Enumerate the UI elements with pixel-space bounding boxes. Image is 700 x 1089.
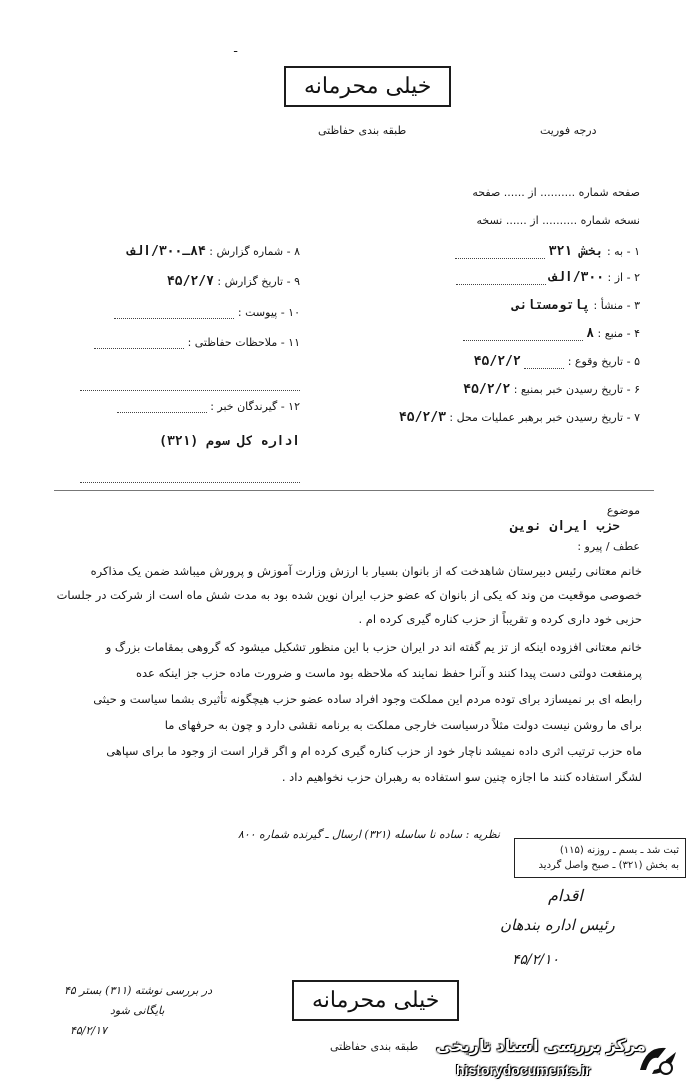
field-attachment-label: ۱۰ - پیوست : [237,306,300,319]
handwritten-note-3: ۴۵/۲/۱۷ [70,1024,107,1037]
subject-row [340,504,640,534]
field-source-receipt-date-value: ۴۵/۲/۲ [463,382,511,397]
field-source [380,326,640,341]
body-line-6: رابطه ای بر نمیسازد برای توده مردم این مملکت وجود افراد ساده عضو حزب هیچگونه تأثیری بشما سیاست و حیثی [93,692,642,706]
field-to [380,244,640,259]
dotted-line [94,338,184,349]
field-recipients-value [80,434,300,449]
registry-line-2: به بخش (۳۲۱) ـ صبح واصل گردید [538,860,679,871]
dotted-line [456,274,546,285]
section-divider [54,490,654,491]
body-line-9: لشگر استفاده کنند ما اجازه چنین سو استفاده به رهبران حزب نخواهیم داد . [281,770,642,784]
dotted-line [80,372,300,391]
field-to-value: بخش ۳۲۱ [548,244,604,259]
classification-stamp: خیلی محرمانه [284,66,451,107]
field-source-label: ۴ - منبع : [597,327,640,340]
field-from [380,270,640,285]
field-source-value: ۸ [586,326,595,341]
body-line-3: حزبی خود داری کرده و تقریباً از حزب کناره گیری کرده ام . [358,612,642,626]
field-report-date-label: ۹ - تاریخ گزارش : [217,275,300,288]
field-source-receipt-date [380,382,640,397]
reference-label: عطف / پیرو : [577,540,640,553]
field-origin [380,298,640,313]
field-occurrence-date-label: ۵ - تاریخ وقوع : [567,355,640,368]
classification-stamp-bottom: خیلی محرمانه [292,980,459,1021]
body-line-7: برای ما روشن نیست دولت مثلاً درسیاست خارجی مملکت به برنامه نقشی دارد و چون به حرفهای ما [164,718,642,732]
field-to-label: ۱ - به : [606,245,640,258]
page-number-field: صفحه شماره .......... از ...... صفحه [472,186,640,199]
dotted-line [455,248,545,259]
body-line-8: ماه حزب ترتیب اثری داده نمیشد ناچار خود از حزب کناره گیری کرده ام و اگر قرار است از وجود ما برای سپاهی [106,744,642,758]
registry-box [514,838,686,878]
field-report-number-value: ۸۴ـ۳۰۰/الف [127,244,206,259]
classification-label-bottom: طبقه بندی حفاظتی [330,1040,419,1053]
recipients-value: اداره کل سوم (۳۲۱) [159,434,300,449]
field-operations-receipt-date [350,410,640,425]
field-recipients [80,400,300,413]
subject-label: موضوع [606,504,640,517]
archive-logo-icon [636,1040,680,1080]
handwritten-signature: رئیس اداره بندهان [500,916,615,934]
body-line-2: خصوصی موقعیت من وند که یکی از بانوان که عضو حزب ایران نوین شده بود به مدت شش ماه است از شرکت در جلسات [56,588,642,602]
handwritten-date: ۴۵/۲/۱۰ [512,952,560,968]
field-report-date-value: ۴۵/۲/۷ [166,274,214,289]
dotted-line [524,358,564,369]
footer-note: نظریه : ساده نا ساسله (۳۲۱) ارسال ـ گیرنده شماره ۸۰۰ [237,828,500,841]
body-line-4: خانم معتانی افزوده اینکه از تز یم گفته اند در ایران حزب با این منظور تشکیل میشود که گروهی بمقامات بزرگ و [105,640,642,654]
handwritten-note-1: در بررسی نوشته (۳۱۱) بستر ۴۵ [64,984,213,997]
field-origin-label: ۳ - منشأ : [593,299,640,312]
classification-label: طبقه بندی حفاظتی [318,124,407,137]
body-line-1: خانم معتانی رئیس دبیرستان شاهدخت که از بانوان بسیار با ارزش وزارت آموزش و پرورش میباشد ضمن یک مذاکره [90,564,642,578]
handwritten-action: اقدام [548,886,583,905]
body-line-5: پرمنفعت دولتی دست پیدا کنند و آنرا حفظ نمایند که ملاحظه بود ماست و ضرورت ماده حزب جز اینکه عده [136,666,642,680]
field-security-notes-label: ۱۱ - ملاحظات حفاظتی : [187,336,300,349]
field-operations-receipt-date-label: ۷ - تاریخ رسیدن خبر برهبر عملیات محل : [449,411,640,424]
dotted-line [463,330,583,341]
handwritten-note-2: بایگانی شود [110,1004,165,1017]
field-recipients-label: ۱۲ - گیرندگان خبر : [210,400,300,413]
dotted-line [114,308,234,319]
urgency-label: درجه فوریت [540,124,597,137]
dotted-line [80,464,300,483]
field-from-label: ۲ - از : [607,271,640,284]
subject-value: حزب ایران نوین [510,519,620,534]
field-occurrence-date-value: ۴۵/۲/۲ [473,354,521,369]
field-from-value: ۳۰۰/الف [549,270,605,285]
top-mark: ـ [234,42,238,55]
field-report-number [80,244,300,259]
copy-number-field: نسخه شماره .......... از ...... نسخه [476,214,640,227]
field-attachment [80,306,300,319]
field-report-date [80,274,300,289]
registry-line-1: ثبت شد ـ بسم ـ روزنه (۱۱۵) [559,845,679,856]
field-origin-value: پاتومستانی [511,298,591,313]
dotted-line [117,402,207,413]
watermark-org: مرکز بررسی اسناد تاریخی [436,1036,646,1055]
field-security-notes [80,336,300,349]
field-operations-receipt-date-value: ۴۵/۲/۳ [398,410,446,425]
watermark-url: historydocuments.ir [456,1062,591,1078]
field-source-receipt-date-label: ۶ - تاریخ رسیدن خبر بمنبع : [513,383,640,396]
field-report-number-label: ۸ - شماره گزارش : [209,245,300,258]
field-occurrence-date [380,354,640,369]
